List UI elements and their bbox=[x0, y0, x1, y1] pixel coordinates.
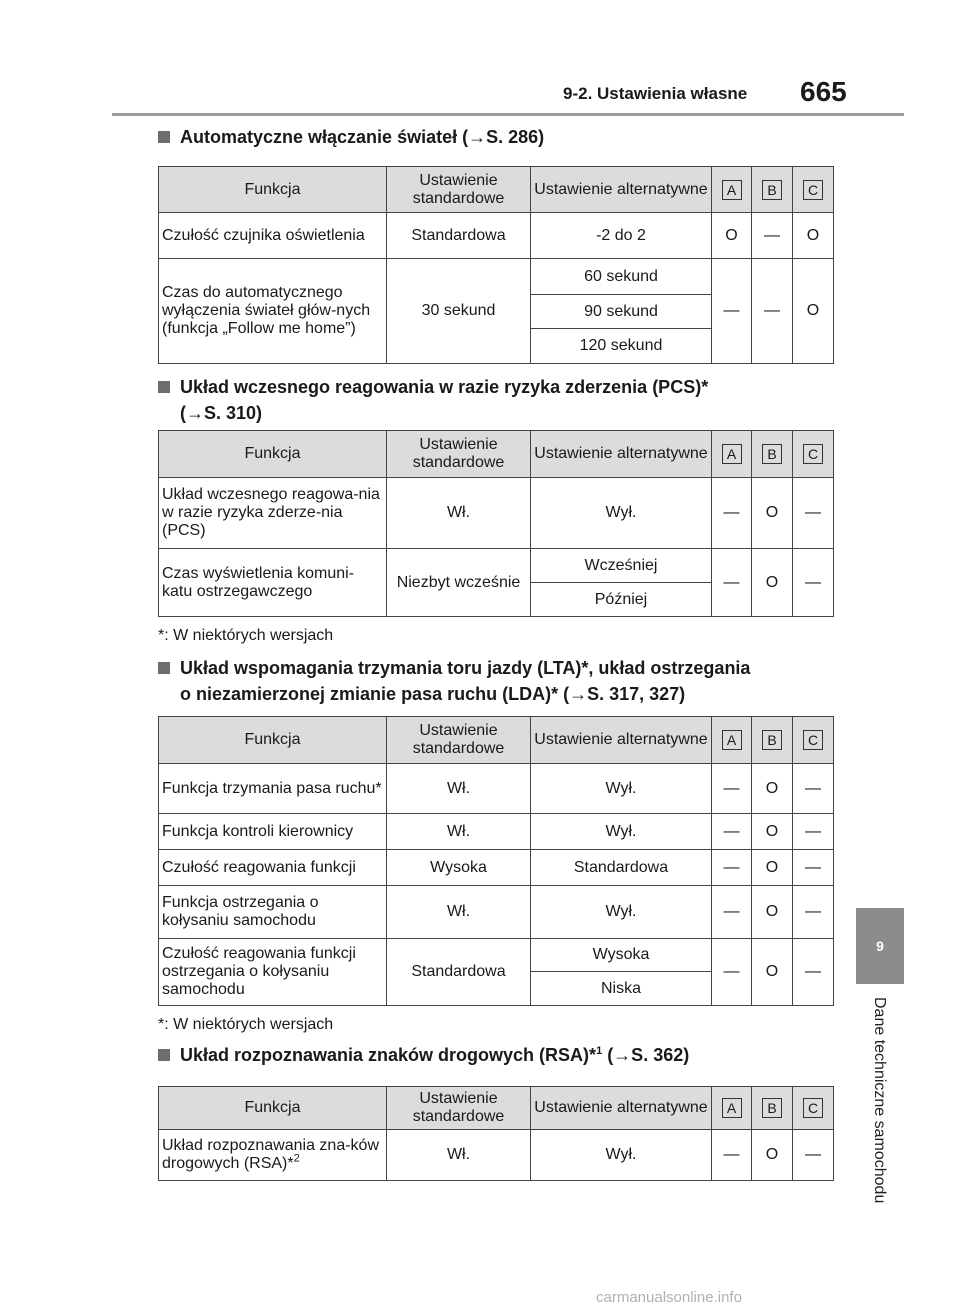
table-row: 120 sekund bbox=[159, 329, 834, 364]
section-title: 9-2. Ustawienia własne bbox=[563, 84, 748, 103]
table-row: Czułość czujnika oświetlenia Standardowa -2 do 2 O — O bbox=[159, 213, 834, 259]
bullet-square-icon bbox=[158, 662, 170, 674]
table-rsa bbox=[158, 1086, 834, 1181]
table-row: Funkcja trzymania pasa ruchu* Wł. Wył. — O — bbox=[159, 764, 834, 814]
table-row: Czułość reagowania funkcji ostrzegania o kołysaniu samochodu Standardowa Wysoka — O — bbox=[159, 939, 834, 972]
table-row: Niska bbox=[159, 972, 834, 1006]
table-header-row: Funkcja Ustawienie standardowe Ustawienie alternatywne A B C bbox=[159, 431, 834, 478]
chapter-tab bbox=[856, 908, 904, 984]
header-rule bbox=[112, 113, 904, 116]
footnote: *: W niektórych wersjach bbox=[158, 1016, 334, 1033]
watermark: carmanualsonline.info bbox=[596, 1289, 742, 1306]
table-row: Układ wczesnego reagowa-nia w razie ryzyka zderze-nia (PCS) Wł. Wył. — O — bbox=[159, 478, 834, 549]
table-header-row: Funkcja Ustawienie standardowe Ustawienie alternatywne A B C bbox=[159, 1087, 834, 1130]
table-row: Później bbox=[159, 583, 834, 617]
table-row: Układ rozpoznawania zna-ków drogowych (RSA)*$^2$ Wł. Wył. — O — bbox=[159, 1130, 834, 1181]
table-row: Czas wyświetlenia komuni-katu ostrzegawczego Niezbyt wcześnie Wcześniej — O — bbox=[159, 549, 834, 583]
bullet-square-icon bbox=[158, 1049, 170, 1061]
table-auto-lights bbox=[158, 166, 834, 364]
section-heading-auto-lights: Automatyczne włączanie świateł (→S. 286) bbox=[158, 124, 544, 150]
footnote: *: W niektórych wersjach bbox=[158, 627, 334, 644]
table-row: 90 sekund bbox=[159, 295, 834, 329]
section-heading-rsa: Układ rozpoznawania znaków drogowych (RSA)*$^1$ (→S. 362) bbox=[158, 1042, 689, 1068]
section-heading-lta-lda: Układ wspomagania trzymania toru jazdy (LTA)*, układ ostrzegania o niezamierzonej zmianie pasa ruchu (LDA)* (→S. 317, 327) bbox=[158, 655, 750, 707]
table-row: Czułość reagowania funkcji Wysoka Standardowa — O — bbox=[159, 850, 834, 886]
table-row: Funkcja kontroli kierownicy Wł. Wył. — O — bbox=[159, 814, 834, 850]
table-header-row: Funkcja Ustawienie standardowe Ustawienie alternatywne A B C bbox=[159, 717, 834, 764]
section-heading-pcs: Układ wczesnego reagowania w razie ryzyka zderzenia (PCS)* (→S. 310) bbox=[158, 374, 708, 426]
table-lta-lda bbox=[158, 716, 834, 1006]
table-pcs bbox=[158, 430, 834, 617]
chapter-number: 9 bbox=[876, 938, 884, 954]
page-number: 665 bbox=[800, 76, 847, 107]
bullet-square-icon bbox=[158, 381, 170, 393]
table-row: Funkcja ostrzegania o kołysaniu samochodu Wł. Wył. — O — bbox=[159, 886, 834, 939]
table-header-row: Funkcja Ustawienie standardowe Ustawienie alternatywne A B C bbox=[159, 167, 834, 213]
table-row: Czas do automatycznego wyłączenia świateł głów-nych (funkcja „Follow me home”) 30 sekund 60 sekund — — O bbox=[159, 259, 834, 295]
chapter-label: Dane techniczne samochodu bbox=[871, 997, 888, 1204]
bullet-square-icon bbox=[158, 131, 170, 143]
